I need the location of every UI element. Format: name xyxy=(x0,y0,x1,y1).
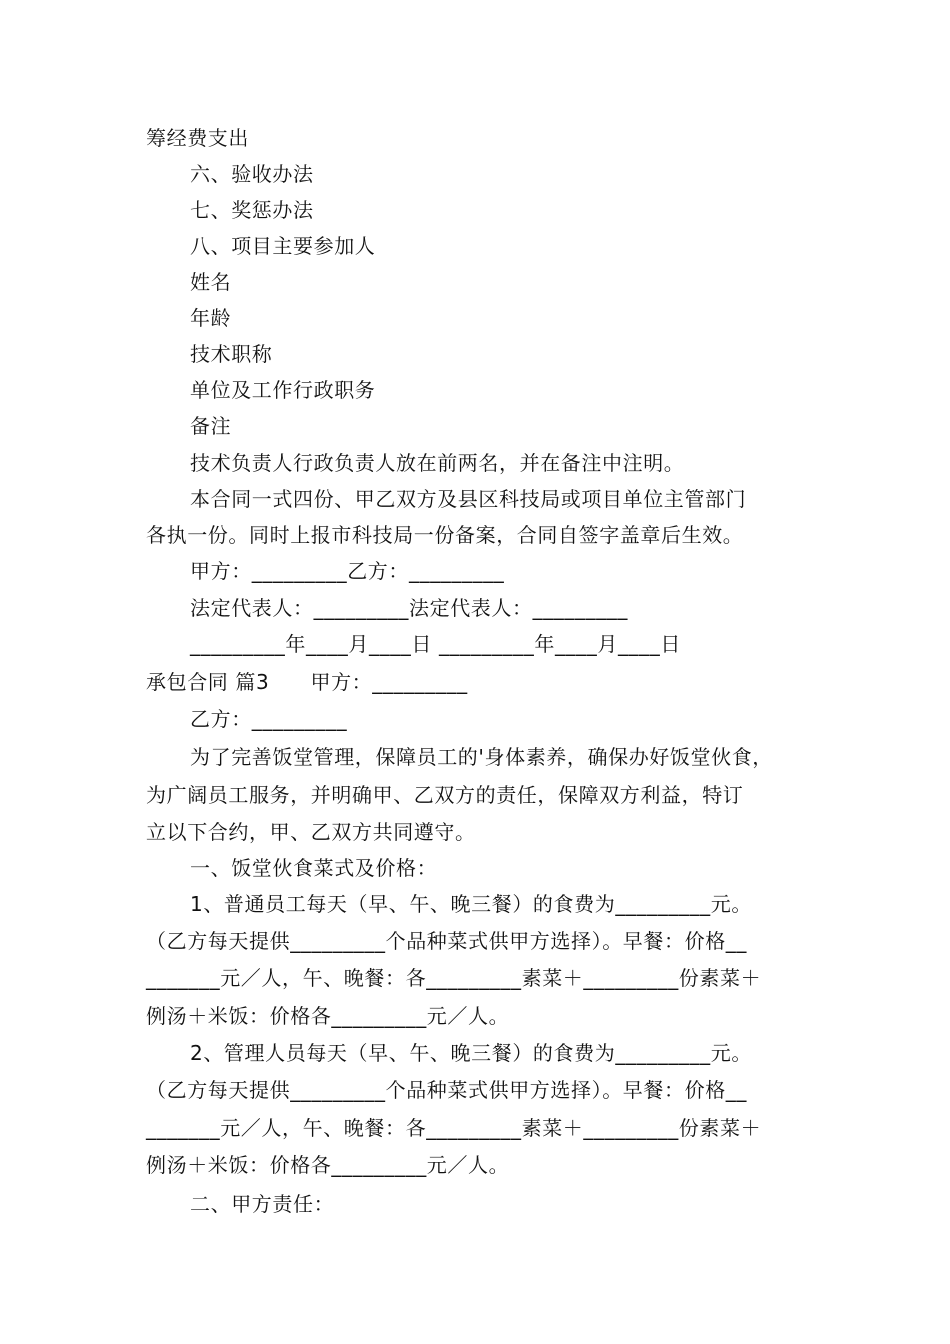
text-line: 2、管理人员每天（早、午、晚三餐）的食费为_________元。 xyxy=(190,1041,752,1065)
text-line: 立以下合约，甲、乙双方共同遵守。 xyxy=(146,820,476,844)
text-line: 本合同一式四份、甲乙双方及县区科技局或项目单位主管部门 xyxy=(190,487,747,511)
section-heading: 六、验收办法 xyxy=(190,162,314,186)
text-line: 例汤＋米饭：价格各_________元／人。 xyxy=(146,1004,510,1028)
text-line: 姓名 xyxy=(190,270,232,294)
text-line: 技术负责人行政负责人放在前两名，并在备注中注明。 xyxy=(190,451,685,475)
text-line: 备注 xyxy=(190,414,232,438)
text-line: 筹经费支出 xyxy=(146,126,249,150)
contract-heading: 承包合同 篇3 甲方：_________ xyxy=(146,670,468,694)
signature-line: 甲方：_________乙方：_________ xyxy=(190,559,505,583)
text-line: 为了完善饭堂管理，保障员工的'身体素养，确保办好饭堂伙食， xyxy=(190,745,773,769)
text-line: 单位及工作行政职务 xyxy=(190,378,376,402)
text-line: _______元／人，午、晚餐：各_________素菜＋_________份素菜＋ xyxy=(146,1116,762,1140)
signature-line: 法定代表人：_________法定代表人：_________ xyxy=(190,596,628,620)
date-line: _________年____月____日 _________年____月____日 xyxy=(190,632,681,656)
text-line: 例汤＋米饭：价格各_________元／人。 xyxy=(146,1153,510,1177)
text-line: 技术职称 xyxy=(190,342,273,366)
text-line: （乙方每天提供_________个品种菜式供甲方选择）。早餐：价格__ xyxy=(146,929,747,953)
section-heading: 七、奖惩办法 xyxy=(190,198,314,222)
section-heading: 二、甲方责任： xyxy=(190,1192,335,1216)
section-heading: 一、饭堂伙食菜式及价格： xyxy=(190,856,438,880)
text-line: 各执一份。同时上报市科技局一份备案，合同自签字盖章后生效。 xyxy=(146,523,744,547)
signature-line: 乙方：_________ xyxy=(190,707,348,731)
text-line: 年龄 xyxy=(190,306,232,330)
text-line: _______元／人，午、晚餐：各_________素菜＋_________份素菜＋ xyxy=(146,966,762,990)
section-heading: 八、项目主要参加人 xyxy=(190,234,376,258)
text-line: （乙方每天提供_________个品种菜式供甲方选择）。早餐：价格__ xyxy=(146,1078,747,1102)
text-line: 为广阔员工服务，并明确甲、乙双方的责任，保障双方利益，特订 xyxy=(146,783,744,807)
text-line: 1、普通员工每天（早、午、晚三餐）的食费为_________元。 xyxy=(190,892,752,916)
